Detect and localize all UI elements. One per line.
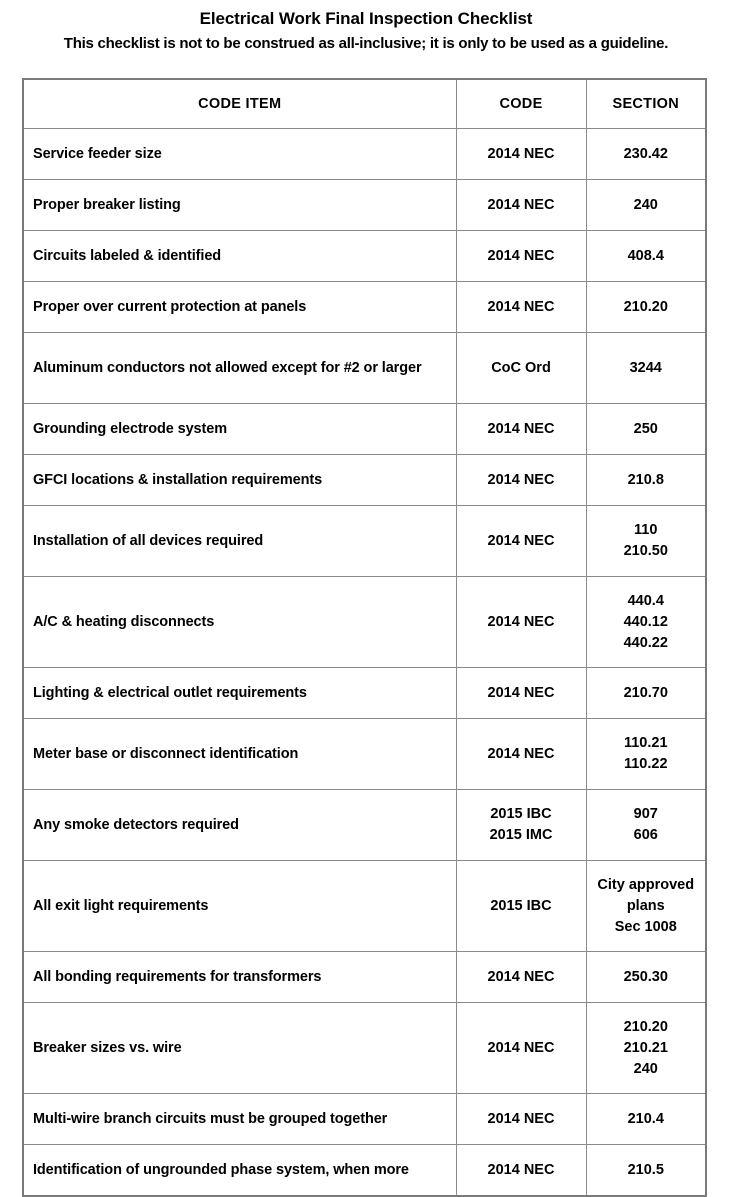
table-row (23, 129, 706, 180)
cell-section-line: 110 (634, 522, 658, 538)
cell-code-line: 2014 NEC (487, 745, 555, 762)
cell-code-line: CoC Ord (491, 359, 551, 376)
table-row (23, 668, 706, 719)
cell-section-line: 230.42 (623, 145, 668, 162)
cell-code-line: 2014 NEC (487, 471, 555, 488)
table-body (23, 129, 706, 1197)
checklist-table-container (22, 78, 707, 1197)
cell-section-line: City approved (597, 876, 695, 893)
cell-section-line: 440.12 (623, 613, 668, 630)
table-row (23, 861, 706, 952)
table-row (23, 1003, 706, 1094)
cell-section-line: 210.8 (627, 471, 664, 488)
cell-section-line: 606 (633, 827, 658, 843)
table-row (23, 455, 706, 506)
cell-code (456, 333, 586, 404)
cell-code-item: All exit light requirements (23, 861, 456, 952)
cell-section-line: plans (626, 897, 665, 914)
table-row (23, 506, 706, 577)
table-row (23, 1145, 706, 1197)
cell-section-line: Sec 1008 (614, 918, 677, 935)
cell-code (456, 1094, 586, 1145)
cell-code-item: All bonding requirements for transformers (23, 952, 456, 1003)
cell-code-line: 2014 NEC (487, 196, 555, 213)
cell-code-item: Grounding electrode system (23, 404, 456, 455)
cell-code-line: 2014 NEC (487, 145, 555, 162)
table-header-row (23, 79, 706, 129)
page-subtitle: This checklist is not to be construed as all-inclusive; it is only to be used as a guideline. (63, 35, 669, 52)
cell-code-line: 2015 IBC (490, 897, 552, 914)
cell-section-line: 210.20 (623, 298, 668, 315)
cell-section (586, 1145, 706, 1197)
cell-section-line: 408.4 (627, 247, 664, 264)
cell-section (586, 231, 706, 282)
cell-section (586, 455, 706, 506)
cell-section-line: 907 (633, 806, 658, 822)
cell-code-item: Identification of ungrounded phase system, when more (23, 1145, 456, 1197)
cell-section-line: 440.4 (627, 592, 664, 609)
cell-section (586, 577, 706, 668)
cell-code-item: Any smoke detectors required (23, 790, 456, 861)
cell-code (456, 282, 586, 333)
cell-code (456, 719, 586, 790)
checklist-table (22, 78, 707, 1197)
cell-code (456, 1003, 586, 1094)
cell-code-item: Lighting & electrical outlet requirements (23, 668, 456, 719)
cell-section (586, 180, 706, 231)
page-title: Electrical Work Final Inspection Checklist (199, 9, 533, 28)
cell-code (456, 129, 586, 180)
cell-code-line: 2014 NEC (487, 968, 555, 985)
cell-section (586, 506, 706, 577)
cell-code (456, 1145, 586, 1197)
cell-section (586, 861, 706, 952)
table-header (23, 79, 706, 129)
cell-code-line: 2014 NEC (487, 420, 555, 437)
cell-section (586, 129, 706, 180)
cell-code (456, 404, 586, 455)
cell-section-line: 250 (633, 420, 658, 437)
cell-code (456, 180, 586, 231)
cell-code (456, 506, 586, 577)
cell-code-item: Circuits labeled & identified (23, 231, 456, 282)
cell-section (586, 719, 706, 790)
cell-section-line: 210.5 (627, 1161, 664, 1178)
cell-section-line: 240 (633, 1060, 658, 1077)
table-row (23, 719, 706, 790)
cell-section-line: 210.4 (627, 1110, 664, 1127)
cell-section (586, 952, 706, 1003)
cell-code-item: A/C & heating disconnects (23, 577, 456, 668)
table-row (23, 952, 706, 1003)
cell-code-line: 2014 NEC (487, 1039, 555, 1056)
cell-code-line: 2015 IBC (490, 806, 552, 822)
cell-code-item: Proper over current protection at panels (23, 282, 456, 333)
cell-code-item: Meter base or disconnect identification (23, 719, 456, 790)
cell-code (456, 952, 586, 1003)
table-row (23, 790, 706, 861)
cell-code-item: Service feeder size (23, 129, 456, 180)
cell-code-line: 2014 NEC (487, 1110, 555, 1127)
cell-section-line: 110.22 (623, 756, 668, 772)
cell-code (456, 668, 586, 719)
cell-code (456, 231, 586, 282)
cell-section-line: 210.50 (623, 543, 668, 559)
cell-section (586, 1003, 706, 1094)
table-row (23, 333, 706, 404)
cell-code-line: 2015 IMC (489, 827, 553, 843)
cell-section (586, 333, 706, 404)
table-row (23, 282, 706, 333)
cell-code-item: Aluminum conductors not allowed except for #2 or larger (23, 333, 456, 404)
cell-code-item: Proper breaker listing (23, 180, 456, 231)
column-header-code: CODE (456, 79, 586, 129)
cell-section-line: 110.21 (623, 735, 668, 751)
cell-section-line: 440.22 (623, 634, 668, 651)
cell-section-line: 210.70 (623, 684, 668, 701)
table-row (23, 1094, 706, 1145)
cell-code-item: GFCI locations & installation requirements (23, 455, 456, 506)
table-row (23, 180, 706, 231)
cell-section (586, 404, 706, 455)
cell-code-line: 2014 NEC (487, 1161, 555, 1178)
column-header-code-item: CODE ITEM (23, 79, 456, 129)
cell-code (456, 790, 586, 861)
cell-code-item: Multi-wire branch circuits must be grouped together (23, 1094, 456, 1145)
cell-code-item: Installation of all devices required (23, 506, 456, 577)
cell-section (586, 668, 706, 719)
cell-code-item: Breaker sizes vs. wire (23, 1003, 456, 1094)
cell-section-line: 240 (633, 196, 658, 213)
cell-section-line: 210.21 (623, 1039, 668, 1056)
cell-section (586, 790, 706, 861)
cell-code (456, 577, 586, 668)
cell-section (586, 282, 706, 333)
cell-section-line: 250.30 (623, 968, 668, 985)
cell-code-line: 2014 NEC (487, 247, 555, 264)
cell-code-line: 2014 NEC (487, 532, 555, 549)
cell-section-line: 3244 (629, 359, 662, 376)
cell-section (586, 1094, 706, 1145)
cell-code-line: 2014 NEC (487, 684, 555, 701)
table-row (23, 231, 706, 282)
cell-code (456, 861, 586, 952)
cell-code-line: 2014 NEC (487, 298, 555, 315)
cell-code (456, 455, 586, 506)
table-row (23, 577, 706, 668)
table-row (23, 404, 706, 455)
column-header-section: SECTION (586, 79, 706, 129)
cell-code-line: 2014 NEC (487, 613, 555, 630)
cell-section-line: 210.20 (623, 1018, 668, 1035)
